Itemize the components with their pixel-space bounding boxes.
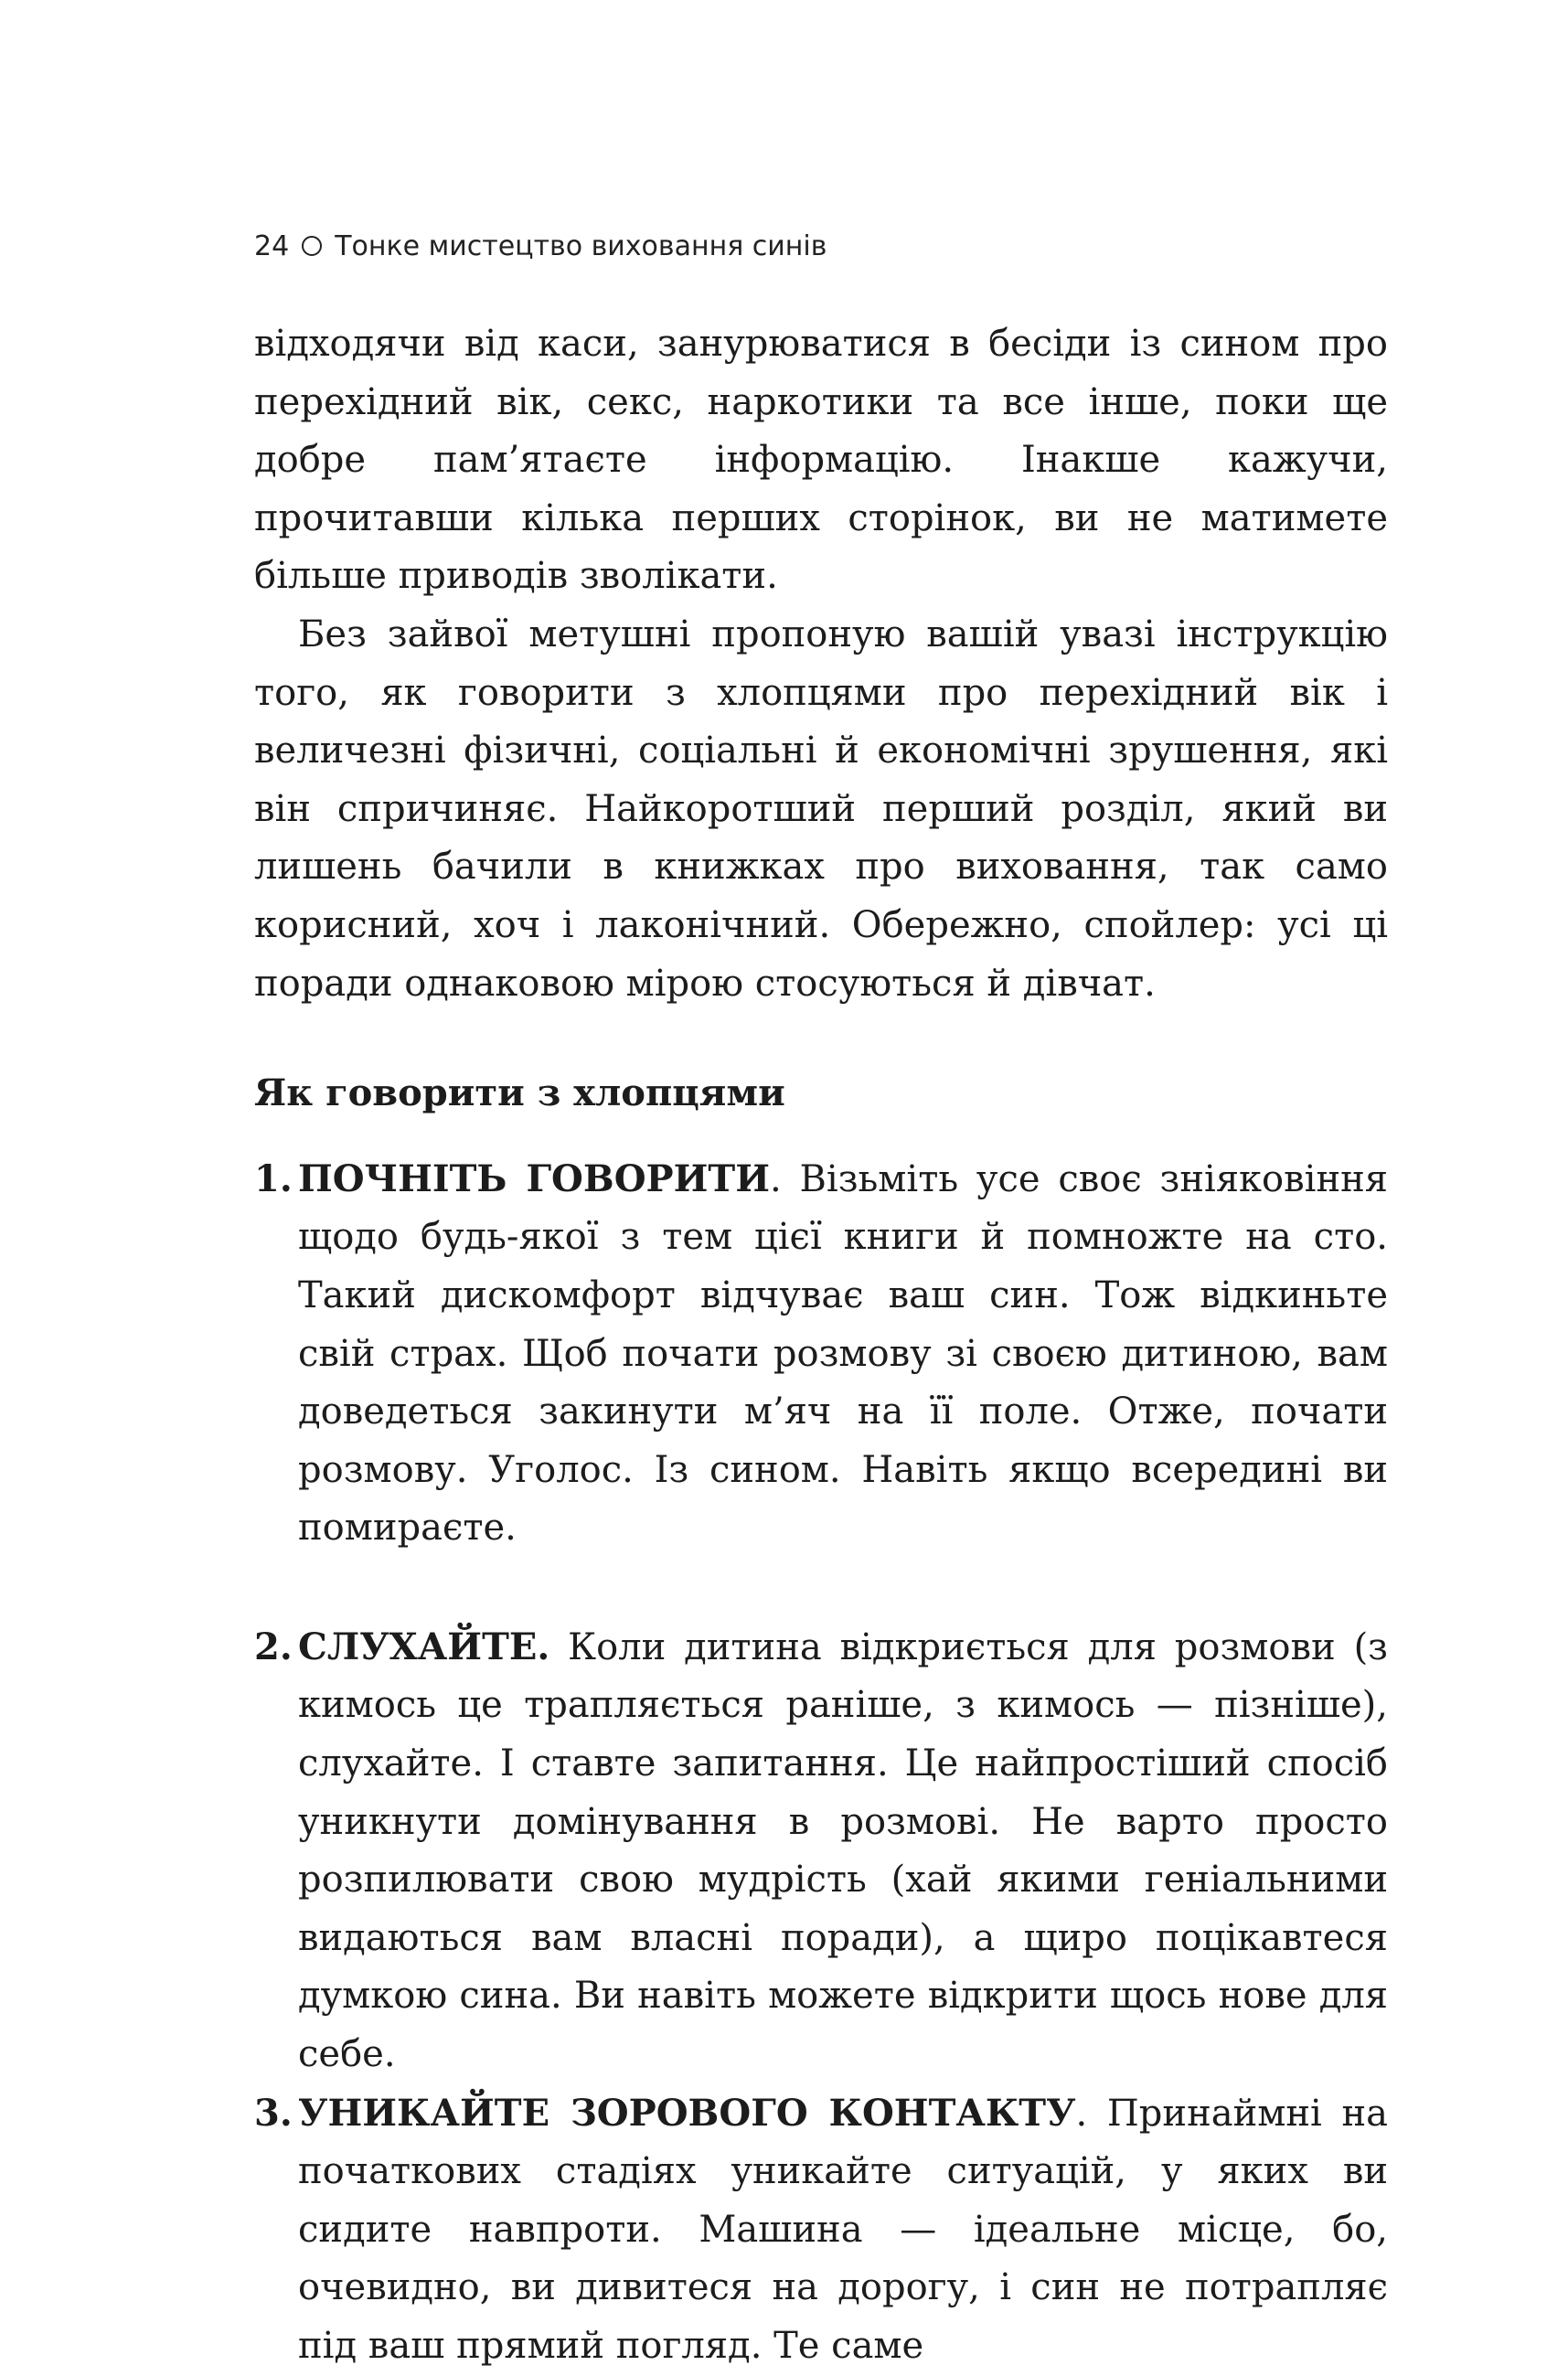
page-number: 24 <box>254 230 290 262</box>
page-body <box>254 315 1388 2376</box>
item-number: 2. <box>254 1625 293 1668</box>
running-header <box>254 227 827 267</box>
book-title: Тонке мистецтво виховання синів <box>335 230 827 262</box>
list-item <box>254 1150 1388 1558</box>
item-text: Коли дитина відкриється для розмови (з кимось це трапляється раніше, з кимось — пізніше), слухайте. І ставте запитання. Це найпростіший спосіб уникнути домінування в розмові. Не варто просто розпилювати свою мудрість (хай якими геніальними видаються вам власні поради), а щиро поцікавтеся думкою сина. Ви навіть можете відкрити щось нове для себе. <box>298 1625 1388 2076</box>
item-number: 1. <box>254 1156 293 1200</box>
item-heading: УНИКАЙТЕ ЗОРОВОГО КОНТАКТУ <box>298 2091 1076 2135</box>
tips-list <box>254 1150 1388 2376</box>
item-heading: ПОЧНІТЬ ГОВОРИТИ <box>298 1156 770 1200</box>
item-text: . Візьміть усе своє зніяковіння щодо будь-якої з тем цієї книги й помножте на сто. Такий дискомфорт відчуває ваш син. Тож відкиньте свій страх. Щоб почати розмову зі своєю дитиною, вам доведеться закинути м’яч на її поле. Отже, почати розмову. Уголос. Із сином. Навіть якщо всередині ви помираєте. <box>298 1157 1388 1550</box>
intro-paragraph: відходячи від каси, занурюватися в бесіди із сином про перехідний вік, секс, наркотики та все інше, поки ще добре пам’ятаєте інформацію. Інакше кажучи, прочитавши кілька перших сторінок, ви не матимете більше приводів зволікати. <box>254 323 1388 598</box>
item-text: . Принаймні на початкових стадіях уникайте ситуацій, у яких ви сидите навпроти. Машина — ідеальне місце, бо, очевидно, ви дивитеся на дорогу, і син не потрапляє під ваш прямий погляд. Те саме <box>298 2092 1388 2367</box>
list-item <box>254 2084 1388 2376</box>
item-number: 3. <box>254 2091 293 2135</box>
intro-paragraph: Без зайвої метушні пропоную вашій увазі інструкцію того, як говорити з хлопцями про перехідний вік і величезні фізичні, соціальні й економічні зрушення, які він спричиняє. Найкоротший перший розділ, який ви лишень бачили в книжках про виховання, так само корисний, хоч і лаконічний. Обережно, спойлер: усі ці поради однаковою мірою стосуються й дівчат. <box>254 613 1388 1005</box>
section-heading: Як говорити з хлопцями <box>254 1071 785 1115</box>
item-heading: СЛУХАЙТЕ. <box>298 1625 550 1668</box>
list-item <box>254 1618 1388 2084</box>
circle-separator-icon <box>302 236 322 256</box>
